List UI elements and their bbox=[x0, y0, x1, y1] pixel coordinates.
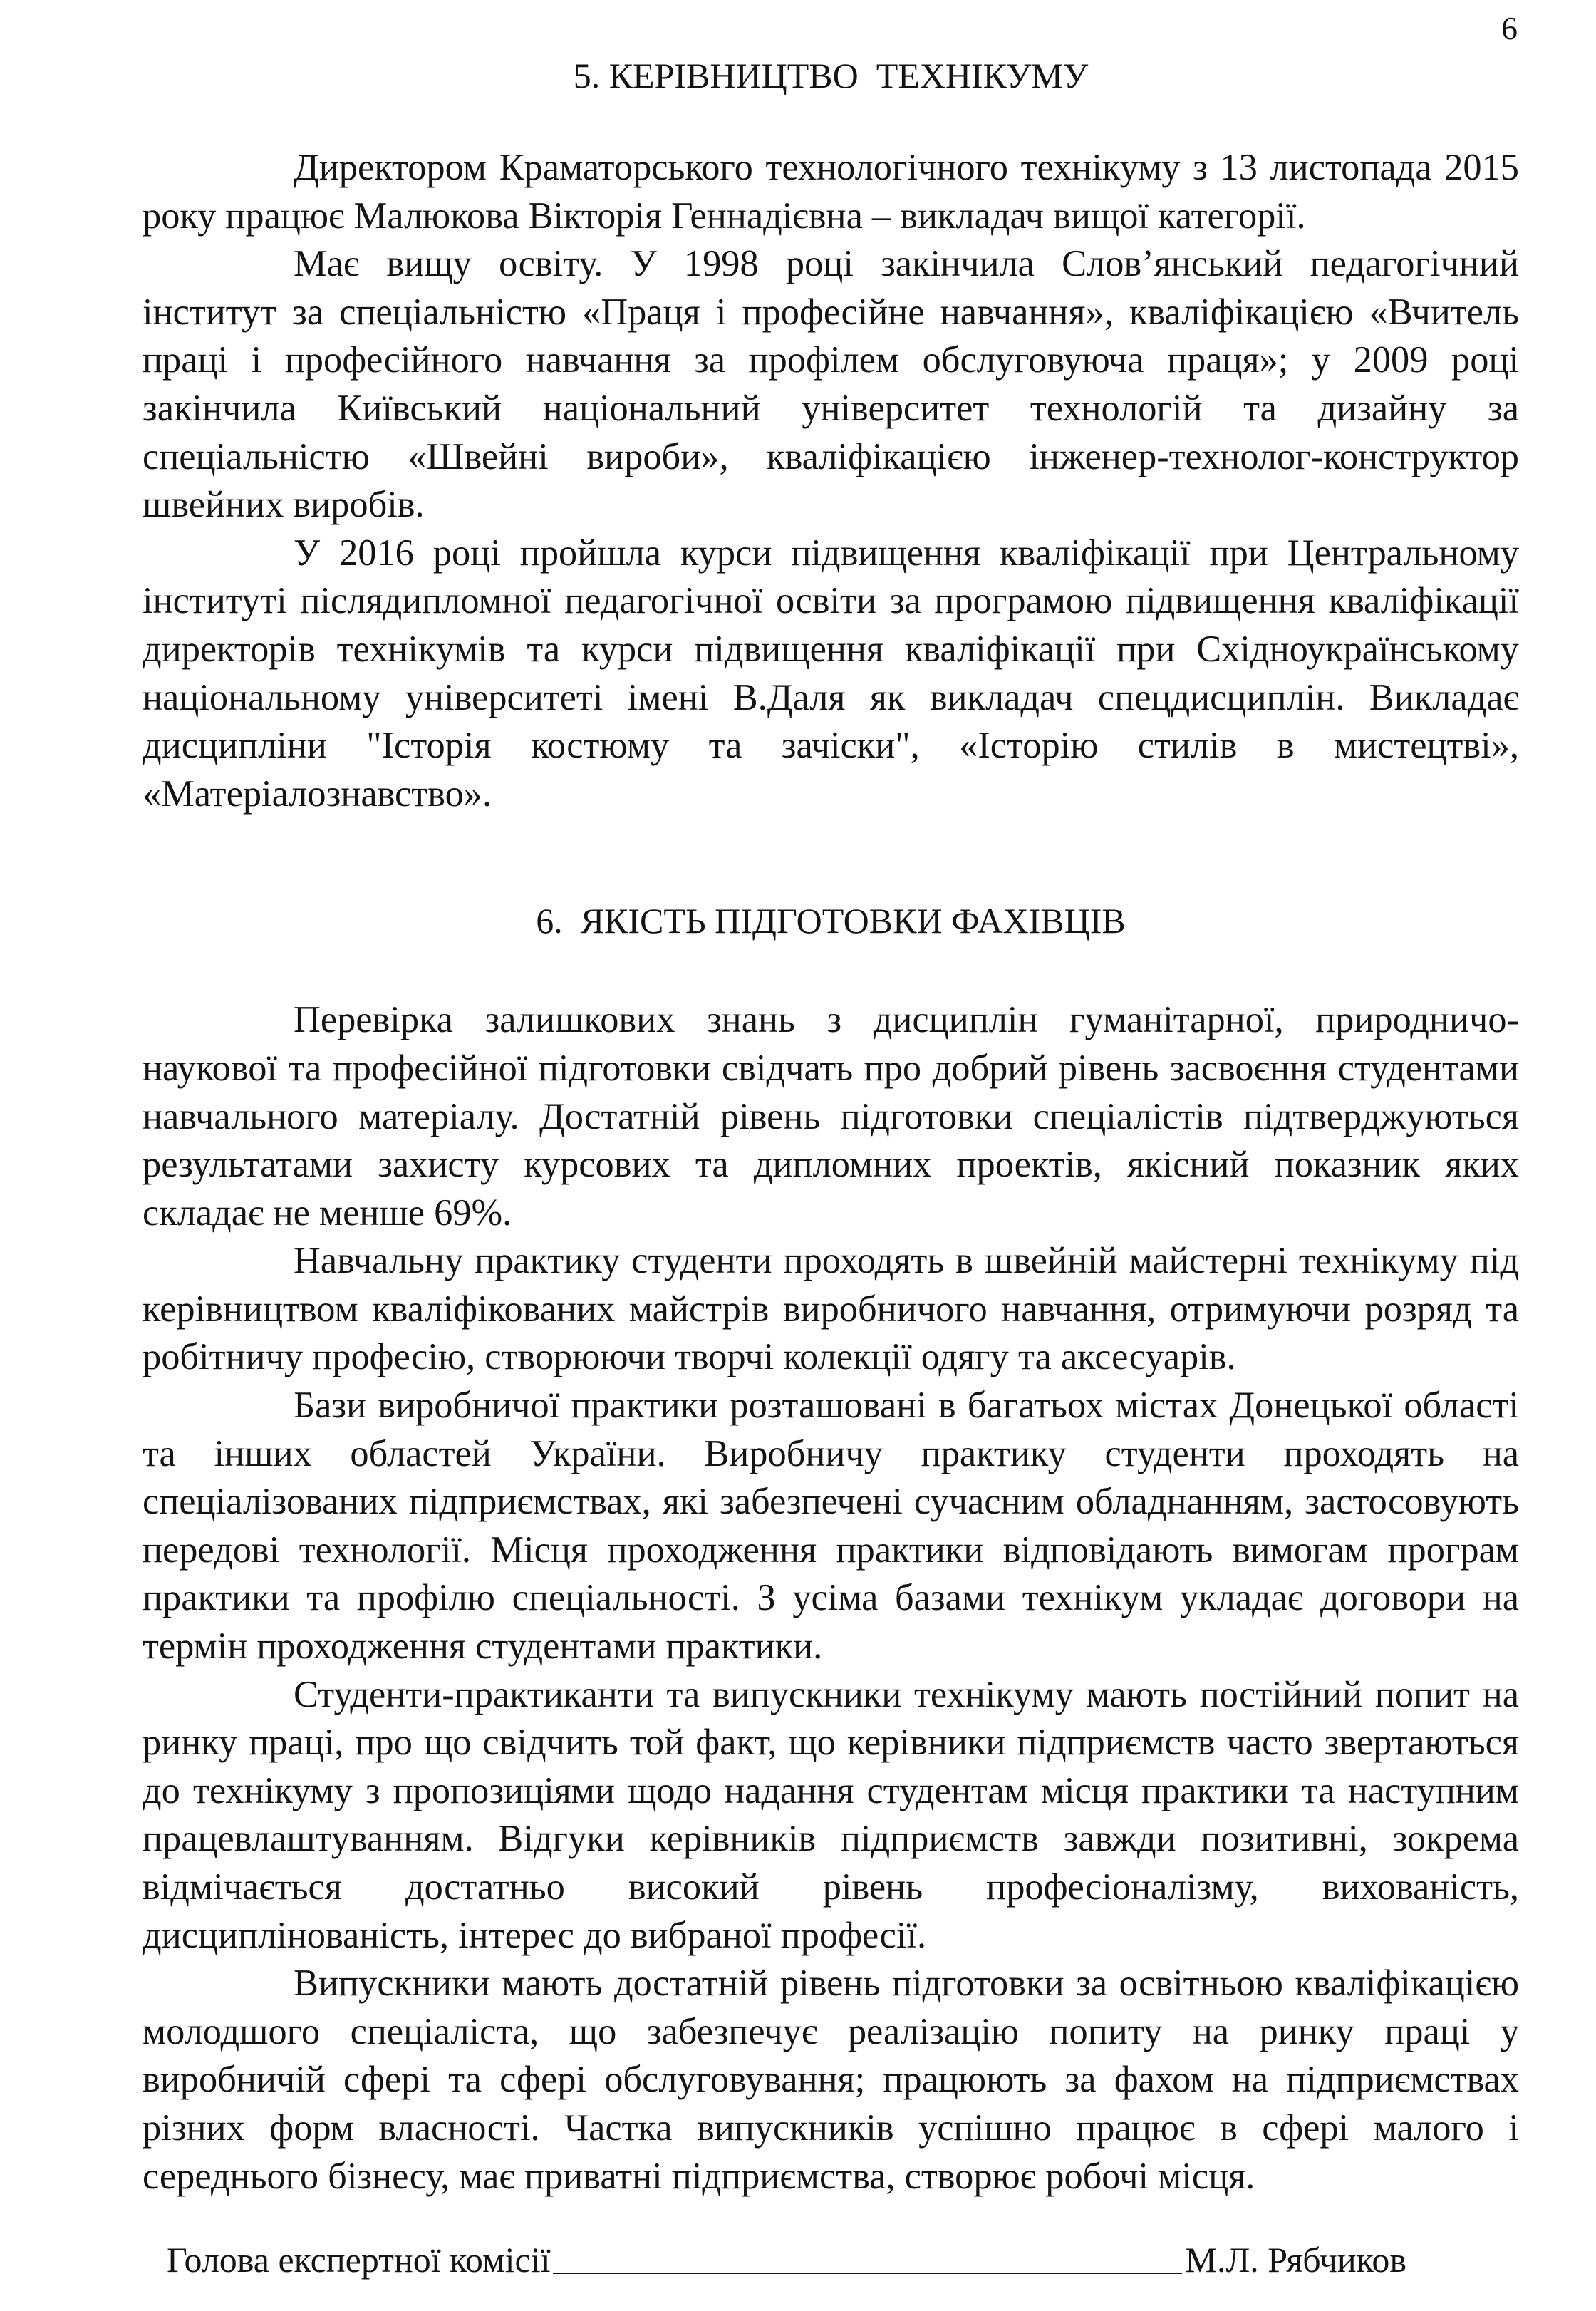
section-6-heading: 6. ЯКІСТЬ ПІДГОТОВКИ ФАХІВЦІВ bbox=[536, 901, 1126, 941]
section-5-body bbox=[142, 144, 1519, 818]
section-5-paragraph-1: Директором Краматорського технологічного технікуму з 13 листопада 2015 року працює Малюкова Вікторія Геннадієвна – викладач вищої категорії. bbox=[142, 147, 1519, 237]
section-6-paragraph-3: Бази виробничої практики розташовані в багатьох містах Донецької області та інших областей України. Виробничу практику студенти проходять на спеціалізованих підприємствах, які забезпечені сучасним обладнанням, застосовують передові технології. Місця проходження практики відповідають вимогам програм практики та профілю спеціальності. З усіма базами технікум укладає договори на термін проходження студентами практики. bbox=[142, 1385, 1519, 1668]
section-5-paragraph-3: У 2016 році пройшла курси підвищення кваліфікації при Центральному інституті післядипломної педагогічної освіти за програмою підвищення кваліфікації директорів технікумів та курси підвищення кваліфікації при Східноукраїнському національному університеті імені В.Даля як викладач спецдисциплін. Викладає дисципліни "Історія костюму та зачіски", «Історію стилів в мистецтві», «Матеріалознавство». bbox=[142, 532, 1519, 815]
document-body bbox=[142, 50, 1519, 2201]
section-6-body bbox=[142, 996, 1519, 2201]
page-number: 6 bbox=[1501, 10, 1518, 46]
section-5-paragraph-2: Має вищу освіту. У 1998 році закінчила Слов’янський педагогічний інститут за спеціальністю «Праця і професійне навчання», кваліфікацією «Вчитель праці і професійного навчання за профілем обслуговуюча праця»; у 2009 році закінчила Київський національний університет технологій та дизайну за спеціальністю «Швейні вироби», кваліфікацією інженер-технолог-конструктор швейних виробів. bbox=[142, 243, 1519, 526]
signature-name: М.Л. Рябчиков bbox=[1185, 2240, 1406, 2280]
signature-block bbox=[167, 2235, 1406, 2281]
section-6-paragraph-1: Перевірка залишкових знань з дисциплін гуманітарної, природничо-наукової та професійної підготовки свідчать про добрий рівень засвоєння студентами навчального матеріалу. Достатній рівень підготовки спеціалістів підтверджуються результатами захисту курсових та дипломних проектів, якісний показник яких складає не менше 69%. bbox=[142, 999, 1519, 1234]
signature-line bbox=[553, 2272, 1182, 2274]
section-6-paragraph-4: Студенти-практиканти та випускники технікуму мають постійний попит на ринку праці, про що свідчить той факт, що керівники підприємств часто звертаються до технікуму з пропозиціями щодо надання студентам місця практики та наступним працевлаштуванням. Відгуки керівників підприємств завжди позитивні, зокрема відмічається достатньо високий рівень професіоналізму, вихованість, дисциплінованість, інтерес до вибраної професії. bbox=[142, 1673, 1519, 1956]
section-6-paragraph-2: Навчальну практику студенти проходять в швейній майстерні технікуму під керівництвом кваліфікованих майстрів виробничого навчання, отримуючи розряд та робітничу професію, створюючи творчі колекції одягу та аксесуарів. bbox=[142, 1240, 1519, 1378]
section-5-heading: 5. КЕРІВНИЦТВО ТЕХНІКУМУ bbox=[573, 56, 1089, 95]
section-6-paragraph-5: Випускники мають достатній рівень підготовки за освітньою кваліфікацією молодшого спеціаліста, що забезпечує реалізацію попиту на ринку праці у виробничій сфері та сфері обслуговування; працюють за фахом на підприємствах різних форм власності. Частка випускників успішно працює в сфері малого і середнього бізнесу, має приватні підприємства, створює робочі місця. bbox=[142, 1963, 1519, 2197]
signature-label: Голова експертної комісії bbox=[167, 2240, 551, 2280]
